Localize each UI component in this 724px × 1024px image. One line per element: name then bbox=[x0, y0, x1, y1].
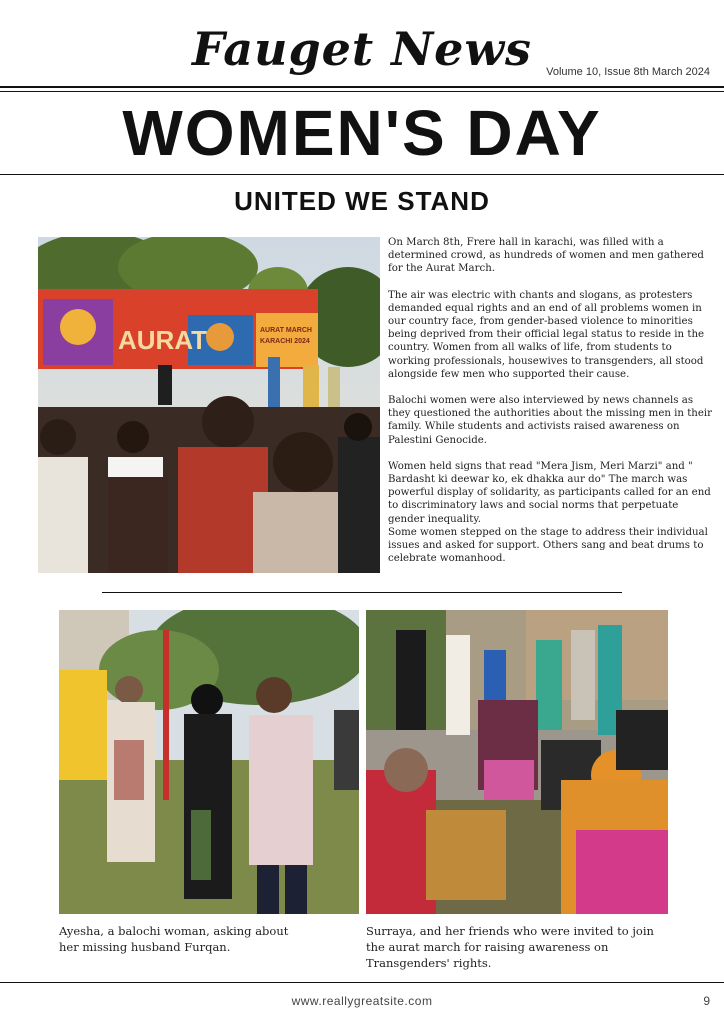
stage-banner-aurat-march: AURAT MARCH bbox=[260, 327, 312, 334]
masthead-rule-top bbox=[0, 86, 724, 88]
article-body bbox=[388, 236, 714, 565]
main-photo-illustration bbox=[38, 237, 380, 573]
issue-info: Volume 10, Issue 8th March 2024 bbox=[546, 66, 710, 78]
headline-rule bbox=[0, 174, 724, 175]
article-paragraph-5: Some women stepped on the stage to address their individual issues and asked for support. Others sang and beat drums to celebrate womanhood. bbox=[388, 526, 708, 565]
photo-ayesha-illustration bbox=[59, 610, 359, 914]
photo-surraya bbox=[366, 610, 668, 914]
photo-ayesha bbox=[59, 610, 359, 914]
caption-left: Ayesha, a balochi woman, asking about her missing husband Furqan. bbox=[59, 924, 289, 954]
stage-banner-karachi: KARACHI 2024 bbox=[260, 338, 310, 345]
masthead-rule-bottom bbox=[0, 91, 724, 92]
stage-banner-aurat: AURAT bbox=[118, 325, 208, 355]
headline: WOMEN'S DAY bbox=[122, 97, 602, 169]
article-paragraph-3: Balochi women were also interviewed by news channels as they questioned the authorities about the missing men in their family. While students and activists raised awareness on Palestini Genocide. bbox=[388, 395, 713, 446]
main-photo-aurat-march-stage bbox=[38, 237, 380, 573]
caption-right: Surraya, and her friends who were invited to join the aurat march for raising awareness on Transgenders' rights. bbox=[366, 924, 654, 970]
article-paragraph-1: On March 8th, Frere hall in karachi, was filled with a determined crowd, as hundreds of women and men gathered for the Aurat March. bbox=[388, 237, 704, 275]
newspaper-title: Fauget News bbox=[192, 22, 532, 76]
photo-surraya-illustration bbox=[366, 610, 668, 914]
footer-url[interactable]: www.reallygreatsite.com bbox=[291, 994, 433, 1008]
page-number: 9 bbox=[703, 994, 710, 1008]
masthead bbox=[0, 22, 724, 82]
article-paragraph-2: The air was electric with chants and slogans, as protesters demanded equal rights and an end of all problems women in our country face, from gender-based violence to minorities being deprived from their official legal status to reside in the country. Women from all walks of life, from students to working professionals, housewives to transgenders, all stood alongside few men who supported their cause. bbox=[388, 289, 705, 380]
section-divider bbox=[102, 592, 622, 593]
subheadline: UNITED WE STAND bbox=[234, 186, 490, 216]
footer-rule bbox=[0, 982, 724, 983]
article-paragraph-4: Women held signs that read "Mera Jism, Meri Marzi" and " Bardasht ki deewar ko, ek dhakka aur do" The march was powerful display of solidarity, as participants called for an end to discriminatory laws and social norms that perpetuate gender inequality. bbox=[388, 460, 711, 525]
